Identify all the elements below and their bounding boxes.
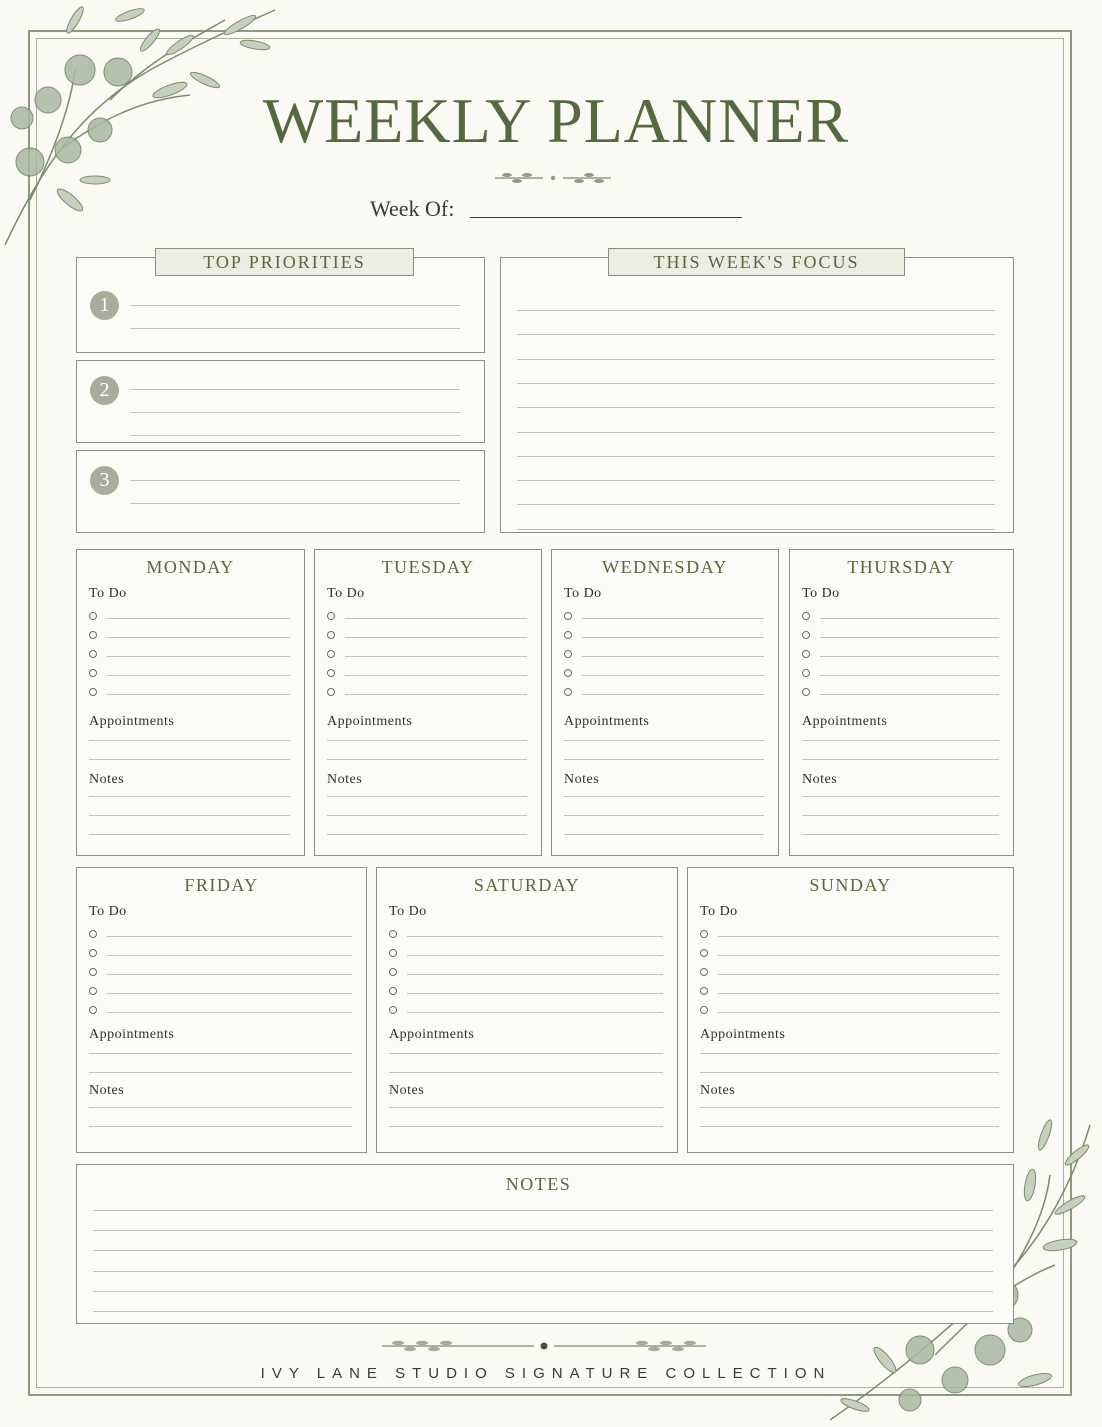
checkbox-circle-icon[interactable] — [389, 968, 397, 976]
checkbox-circle-icon[interactable] — [802, 688, 810, 696]
todo-label: To Do — [700, 904, 738, 919]
todo-label: To Do — [564, 586, 602, 601]
notes-label: Notes — [327, 772, 363, 787]
todo-line[interactable] — [107, 993, 352, 994]
todo-line[interactable] — [345, 694, 527, 695]
appointments-label: Appointments — [89, 1027, 175, 1042]
laurel-divider-icon — [378, 1334, 710, 1358]
notes-label: Notes — [89, 772, 125, 787]
day-notes-line[interactable] — [89, 815, 290, 816]
checkbox-circle-icon[interactable] — [564, 612, 572, 620]
todo-line[interactable] — [107, 955, 352, 956]
todo-line[interactable] — [820, 618, 999, 619]
appointments-line[interactable] — [564, 759, 764, 760]
checkbox-circle-icon[interactable] — [89, 612, 97, 620]
notes-line[interactable] — [93, 1210, 993, 1211]
day-notes-line[interactable] — [389, 1126, 663, 1127]
todo-line[interactable] — [820, 637, 999, 638]
priority-number: 1 — [90, 291, 119, 320]
day-notes-line[interactable] — [564, 834, 764, 835]
focus-line[interactable] — [517, 480, 995, 481]
appointments-line[interactable] — [389, 1072, 663, 1073]
day-notes-line[interactable] — [564, 815, 764, 816]
appointments-line[interactable] — [327, 759, 527, 760]
checkbox-circle-icon[interactable] — [802, 631, 810, 639]
day-notes-line[interactable] — [700, 1107, 999, 1108]
checkbox-circle-icon[interactable] — [802, 612, 810, 620]
todo-line[interactable] — [345, 618, 527, 619]
checkbox-circle-icon[interactable] — [700, 930, 708, 938]
day-title: SATURDAY — [473, 875, 581, 895]
notes-label: Notes — [389, 1083, 425, 1098]
appointments-line[interactable] — [327, 740, 527, 741]
checkbox-circle-icon[interactable] — [89, 688, 97, 696]
checkbox-circle-icon[interactable] — [327, 612, 335, 620]
checkbox-circle-icon[interactable] — [89, 968, 97, 976]
focus-line[interactable] — [517, 383, 995, 384]
day-notes-line[interactable] — [89, 834, 290, 835]
checkbox-circle-icon[interactable] — [389, 949, 397, 957]
day-notes-line[interactable] — [802, 834, 999, 835]
day-notes-line[interactable] — [700, 1126, 999, 1127]
todo-label: To Do — [802, 586, 840, 601]
todo-line[interactable] — [345, 656, 527, 657]
checkbox-circle-icon[interactable] — [327, 650, 335, 658]
todo-line[interactable] — [107, 656, 290, 657]
appointments-line[interactable] — [89, 1072, 352, 1073]
notes-label: Notes — [700, 1083, 736, 1098]
notes-line[interactable] — [93, 1230, 993, 1231]
todo-label: To Do — [389, 904, 427, 919]
checkbox-circle-icon[interactable] — [700, 949, 708, 957]
notes-line[interactable] — [93, 1291, 993, 1292]
todo-line[interactable] — [107, 1012, 352, 1013]
notes-line[interactable] — [93, 1311, 993, 1312]
notes-label: Notes — [802, 772, 838, 787]
todo-line[interactable] — [407, 974, 663, 975]
priority-box-3 — [76, 450, 485, 533]
todo-line[interactable] — [718, 1012, 999, 1013]
todo-line[interactable] — [582, 637, 764, 638]
checkbox-circle-icon[interactable] — [700, 968, 708, 976]
todo-label: To Do — [89, 904, 127, 919]
todo-label: To Do — [89, 586, 127, 601]
checkbox-circle-icon[interactable] — [89, 930, 97, 938]
day-notes-line[interactable] — [564, 796, 764, 797]
day-title: WEDNESDAY — [602, 557, 728, 577]
appointments-line[interactable] — [802, 759, 999, 760]
checkbox-circle-icon[interactable] — [89, 631, 97, 639]
checkbox-circle-icon[interactable] — [89, 669, 97, 677]
checkbox-circle-icon[interactable] — [327, 688, 335, 696]
top-priorities-title: TOP PRIORITIES — [155, 248, 414, 276]
appointments-label: Appointments — [564, 714, 650, 729]
focus-line[interactable] — [517, 359, 995, 360]
todo-label: To Do — [327, 586, 365, 601]
laurel-divider-icon — [493, 168, 613, 188]
focus-line[interactable] — [517, 310, 995, 311]
appointments-line[interactable] — [802, 740, 999, 741]
appointments-line[interactable] — [700, 1072, 999, 1073]
checkbox-circle-icon[interactable] — [564, 688, 572, 696]
checkbox-circle-icon[interactable] — [327, 631, 335, 639]
day-title: FRIDAY — [184, 875, 259, 895]
appointments-line[interactable] — [89, 759, 290, 760]
todo-line[interactable] — [107, 637, 290, 638]
appointments-label: Appointments — [327, 714, 413, 729]
todo-line[interactable] — [407, 936, 663, 937]
todo-line[interactable] — [820, 694, 999, 695]
todo-line[interactable] — [820, 675, 999, 676]
week-of-label: Week Of: — [370, 196, 455, 221]
todo-line[interactable] — [107, 936, 352, 937]
notes-line[interactable] — [93, 1271, 993, 1272]
day-notes-line[interactable] — [89, 796, 290, 797]
checkbox-circle-icon[interactable] — [564, 631, 572, 639]
focus-line[interactable] — [517, 456, 995, 457]
focus-line[interactable] — [517, 407, 995, 408]
todo-line[interactable] — [345, 637, 527, 638]
todo-line[interactable] — [407, 955, 663, 956]
notes-title: NOTES — [505, 1174, 572, 1194]
todo-line[interactable] — [582, 656, 764, 657]
checkbox-circle-icon[interactable] — [89, 987, 97, 995]
checkbox-circle-icon[interactable] — [564, 650, 572, 658]
priority-line[interactable] — [130, 389, 460, 390]
day-notes-line[interactable] — [327, 834, 527, 835]
notes-line[interactable] — [93, 1250, 993, 1251]
footer-brand: IVY LANE STUDIO SIGNATURE COLLECTION — [260, 1365, 832, 1382]
appointments-line[interactable] — [89, 740, 290, 741]
checkbox-circle-icon[interactable] — [89, 1006, 97, 1014]
priority-line[interactable] — [130, 412, 460, 413]
day-notes-line[interactable] — [89, 1126, 352, 1127]
todo-line[interactable] — [345, 675, 527, 676]
todo-line[interactable] — [107, 974, 352, 975]
priority-line[interactable] — [130, 503, 460, 504]
day-title: MONDAY — [146, 557, 235, 577]
todo-line[interactable] — [820, 656, 999, 657]
todo-line[interactable] — [107, 675, 290, 676]
day-title: SUNDAY — [809, 875, 892, 895]
checkbox-circle-icon[interactable] — [89, 650, 97, 658]
priority-line[interactable] — [130, 328, 460, 329]
todo-line[interactable] — [718, 993, 999, 994]
day-notes-line[interactable] — [802, 815, 999, 816]
priority-box-2 — [76, 360, 485, 443]
todo-line[interactable] — [582, 618, 764, 619]
todo-line[interactable] — [407, 993, 663, 994]
checkbox-circle-icon[interactable] — [564, 669, 572, 677]
day-title: TUESDAY — [381, 557, 475, 577]
notes-label: Notes — [89, 1083, 125, 1098]
checkbox-circle-icon[interactable] — [389, 930, 397, 938]
day-notes-line[interactable] — [802, 796, 999, 797]
todo-line[interactable] — [582, 675, 764, 676]
todo-line[interactable] — [107, 618, 290, 619]
todo-line[interactable] — [582, 694, 764, 695]
appointments-label: Appointments — [389, 1027, 475, 1042]
appointments-line[interactable] — [564, 740, 764, 741]
week-of-field[interactable] — [470, 217, 742, 218]
checkbox-circle-icon[interactable] — [327, 669, 335, 677]
focus-line[interactable] — [517, 529, 995, 530]
checkbox-circle-icon[interactable] — [700, 1006, 708, 1014]
day-title: THURSDAY — [847, 557, 956, 577]
todo-line[interactable] — [107, 694, 290, 695]
checkbox-circle-icon[interactable] — [802, 650, 810, 658]
focus-line[interactable] — [517, 334, 995, 335]
todo-line[interactable] — [718, 974, 999, 975]
day-notes-line[interactable] — [389, 1107, 663, 1108]
todo-line[interactable] — [718, 955, 999, 956]
appointments-label: Appointments — [802, 714, 888, 729]
focus-line[interactable] — [517, 504, 995, 505]
priority-number: 2 — [90, 376, 119, 405]
focus-title: THIS WEEK'S FOCUS — [608, 248, 905, 276]
priority-number: 3 — [90, 466, 119, 495]
appointments-label: Appointments — [700, 1027, 786, 1042]
day-notes-line[interactable] — [327, 815, 527, 816]
checkbox-circle-icon[interactable] — [89, 949, 97, 957]
checkbox-circle-icon[interactable] — [700, 987, 708, 995]
todo-line[interactable] — [407, 1012, 663, 1013]
appointments-line[interactable] — [89, 1053, 352, 1054]
priority-line[interactable] — [130, 305, 460, 306]
checkbox-circle-icon[interactable] — [802, 669, 810, 677]
appointments-line[interactable] — [700, 1053, 999, 1054]
appointments-label: Appointments — [89, 714, 175, 729]
priority-line[interactable] — [130, 480, 460, 481]
day-notes-line[interactable] — [327, 796, 527, 797]
todo-line[interactable] — [718, 936, 999, 937]
appointments-line[interactable] — [389, 1053, 663, 1054]
focus-line[interactable] — [517, 432, 995, 433]
checkbox-circle-icon[interactable] — [389, 1006, 397, 1014]
day-notes-line[interactable] — [89, 1107, 352, 1108]
checkbox-circle-icon[interactable] — [389, 987, 397, 995]
page-title: WEEKLY PLANNER — [262, 85, 850, 156]
notes-label: Notes — [564, 772, 600, 787]
priority-line[interactable] — [130, 435, 460, 436]
focus-box — [500, 257, 1014, 533]
